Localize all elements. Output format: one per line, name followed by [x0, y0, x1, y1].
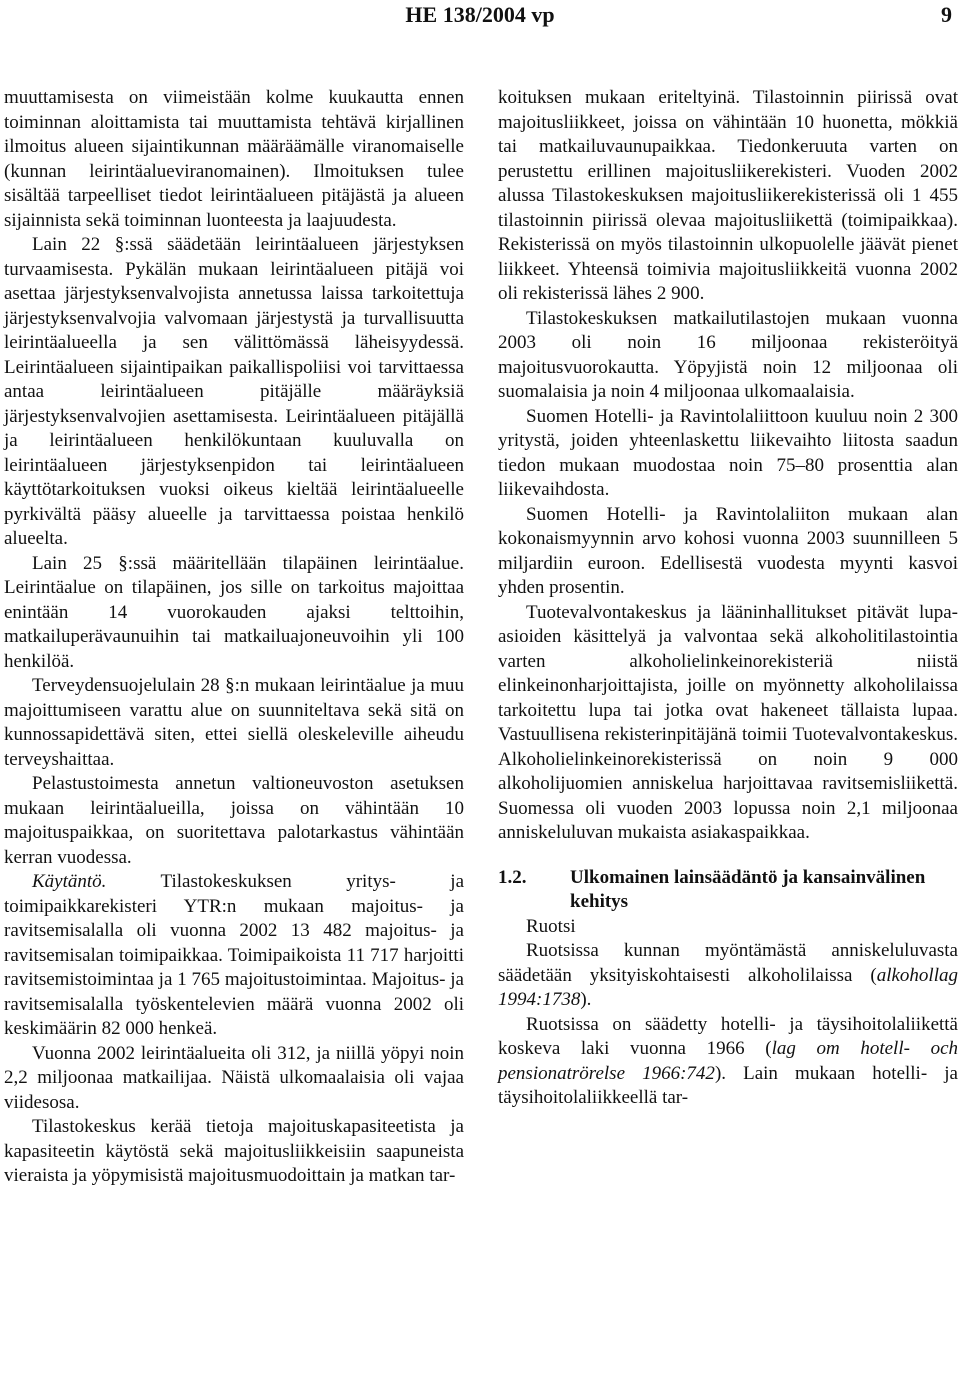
paragraph-text: Tilastokeskuksen yritys- ja toimipaikkarekisteri YTR:n mukaan majoitus- ja ravitsemisalalla oli vuonna 2002 13 482 majoitus- ja ravitsemisalan toimipaikkaa. Toimipaikoista 11 717 harjoitti ravitsemistoimintaa ja 1 765 majoitustoimintaa. Majoitus- ja ravitsemisalalla työskentelevien määrä vuonna 2002 oli keskimäärin 82 000 henkeä.: [4, 871, 464, 1039]
page-header: [0, 0, 960, 28]
document-id: HE 138/2004 vp: [405, 2, 555, 27]
paragraph: Tilastokeskus kerää tietoja majoituskapasiteetista ja kapasiteetin käytöstä sekä majoitusliikkeisiin saapuneista vieraista ja yöpymisistä majoitusmuodoittain ja matkan tar-: [4, 1116, 464, 1186]
paragraph: Terveydensuojelulain 28 §:n mukaan leirintäalue ja muu majoittumiseen varattu alue on suunniteltava sekä sitä on kunnossapidettävä siten, ettei siellä oleskeleville aiheudu terveyshaittaa.: [4, 675, 464, 770]
paragraph: Suomen Hotelli- ja Ravintolaliittoon kuuluu noin 2 300 yritystä, joiden yhteenlaskettu liikevaihto liitosta saadun tiedon mukaan muodostaa noin 75–80 prosenttia alan liikevaihdosta.: [498, 405, 958, 500]
paragraph: Suomen Hotelli- ja Ravintolaliiton mukaan alan kokonaismyynnin arvo kohosi vuonna 2003 suunnilleen 5 miljardiin euroon. Edellisestä vuodesta myynti kasvoi yhden prosentin.: [498, 503, 958, 598]
subheading: Ruotsi: [526, 915, 576, 937]
paragraph: Vuonna 2002 leirintäalueita oli 312, ja niillä yöpyi noin 2,2 miljoonaa matkailijaa. Näistä ulkomaalaisia oli vajaa viidesosa.: [4, 1042, 464, 1113]
paragraph: Tuotevalvontakeskus ja lääninhallitukset pitävät lupa-asioiden käsittelyä ja valvontaa sekä alkoholitilastointia varten alkoholielinkeinorekisteriä niistä elinkeinonharjoittajista, joille on myönnetty alkoholilaissa tarkoitettu lupa tai jotka ovat hakeneet tällaista lupaa. Vastuullisena rekisterinpitäjänä toimii Tuotevalvontakeskus. Alkoholielinkeinorekisterissä on noin 9 000 alkoholijuomien anniskelua harjoittavaa ravitsemisliikettä. Suomessa oli vuoden 2003 lopussa noin 2,1 miljoonaa anniskeluluvan mukaista asiakaspaikkaa.: [498, 601, 958, 843]
paragraph: muuttamisesta on viimeistään kolme kuukautta ennen toiminnan aloittamista tai muuttamista tehtävä kirjallinen ilmoitus alueen sijaintikunnan määräämälle viranomaiselle (kunnan leirintäalueviranomainen). Ilmoituksen tulee sisältää tarpeelliset tiedot leirintäalueen pitäjästä ja alueen sijainnista sekä toiminnan luonteesta ja laajuudesta.: [4, 87, 464, 231]
citation: lag om hotell- och pensionatrörelse 1966:742: [498, 1038, 959, 1084]
paragraph: [498, 1013, 958, 1111]
left-column: [4, 86, 464, 1189]
section-label: Käytäntö.: [32, 871, 107, 892]
section-number: 1.2.: [498, 866, 527, 888]
paragraph: [4, 870, 464, 1042]
paragraph-text: ). Lain mukaan hotelli- ja täysihoitolaliikkeellä tar-: [498, 1062, 958, 1108]
paragraph: Pelastustoimesta annetun valtioneuvoston asetuksen mukaan leirintäalueilla, joissa on vähintään 10 majoituspaikkaa, on suoritettava palotarkastus vähintään kerran vuodessa.: [4, 773, 464, 868]
paragraph: Lain 25 §:ssä määritellään tilapäinen leirintäalue. Leirintäalue on tilapäinen, jos sille on tarkoitus majoittaa enintään 14 vuorokauden ajaksi telttoihin, matkailuperävaunuihin tai matkailuajoneuvoihin yli 100 henkilöä.: [4, 552, 464, 672]
right-column: [498, 86, 958, 1111]
paragraph-text: Ruotsissa kunnan myöntämästä anniskeluluvasta säädetään yksityiskohtaisesti alkoholilaissa (: [498, 940, 958, 986]
paragraph-text: ).: [580, 989, 592, 1010]
paragraph-text: Ruotsissa on säädetty hotelli- ja täysihoitolaliikettä koskeva laki vuonna 1966 (: [498, 1013, 958, 1059]
citation: alkohollag 1994:1738: [498, 964, 958, 1010]
section-title: Ulkomainen lainsäädäntö ja kansainvälinen kehitys: [570, 866, 926, 912]
paragraph: Lain 22 §:ssä säädetään leirintäalueen järjestyksen turvaamisesta. Pykälän mukaan leirintäalueen pitäjä voi asettaa järjestyksenvalvojista annetussa laissa tarkoitettuja järjestyksenvalvojia valvomaan järjestystä ja turvallisuutta leirintäalueella ja sen välittömässä läheisyydessä. Leirintäalueen sijaintipaikan paikallispoliisi voi tarvittaessa antaa leirintäalueen pitäjälle määräyksiä järjestyksenvalvojien asettamisesta. Leirintäalueen pitäjällä ja leirintäalueen henkilökuntaan kuuluvalla on leirintäalueen järjestyksenpidon tai leirintäalueen käyttötarkoituksen vuoksi oikeus kieltää leirintäalueelle pyrkivältä pääsy alueelle ja tarvittaessa poistaa henkilö alueelta.: [4, 234, 464, 549]
page-number: 9: [941, 2, 952, 27]
paragraph: Tilastokeskuksen matkailutilastojen mukaan vuonna 2003 oli noin 16 miljoonaa rekisteröityä majoitusvuorokautta. Yöpyjistä noin 12 miljoonaa oli suomalaisia ja noin 4 miljoonaa ulkomaalaisia.: [498, 307, 958, 402]
section-heading: [498, 866, 958, 915]
paragraph: koituksen mukaan eriteltyinä. Tilastoinnin piirissä ovat majoitusliikkeet, joissa on vähintään 10 huonetta, mökkiä tai matkailuvaunupaikkaa. Tiedonkeruuta varten on perustettu erillinen majoitusliikerekisteri. Vuoden 2002 alussa Tilastokeskuksen majoitusliikerekisterissä oli 1 455 tilastoinnin piirissä olevaa majoitusliikettä (toimipaikkaa). Rekisterissä on myös tilastoinnin ulkopuolelle jäävät pienet liikkeet. Yhteensä toimivia majoitusliikkeitä vuonna 2002 oli rekisterissä lähes 2 900.: [498, 87, 958, 304]
paragraph: [498, 939, 958, 1013]
